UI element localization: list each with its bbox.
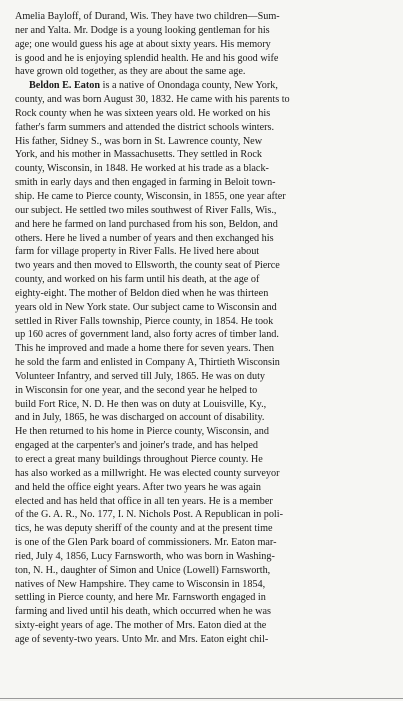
text-line: tics, he was deputy sheriff of the county and at the present time (15, 523, 273, 535)
text-line: years old in New York state. Our subject came to Wisconsin and (15, 301, 277, 313)
text-line: and in July, 1865, he was discharged on account of disability. (15, 412, 265, 424)
text-line: York, and his mother in Massachusetts. They settled in Rock (15, 149, 262, 161)
text-line: our subject. He settled two miles southwest of River Falls, Wis., (15, 204, 277, 216)
text-line: sixty-eight years of age. The mother of Mrs. Eaton died at the (15, 620, 267, 632)
text-line: engaged at the carpenter's and joiner's trade, and has helped (15, 440, 258, 452)
text-line: Rock county when he was sixteen years old. He worked on his (15, 107, 271, 119)
text-line: to erect a great many buildings throughout Pierce county. He (15, 454, 263, 465)
text-line: elected and has held that office in all ten years. He is a member (15, 495, 273, 507)
text-line: age of seventy-two years. Unto Mr. and Mrs. Eaton eight chil- (15, 633, 269, 645)
bottom-rule (0, 698, 403, 699)
text-line: ton, N. H., daughter of Simon and Unice (Lowell) Farnsworth, (15, 564, 271, 576)
text-line: have grown old together, as they are about the same age. (15, 66, 246, 78)
text-line: county, and was born August 30, 1832. He came with his parents to (15, 94, 290, 106)
text-line: two years and then moved to Ellsworth, the county seat of Pierce (15, 260, 280, 272)
text-line: build Fort Rice, N. D. He then was on duty at Louisville, Ky., (15, 398, 267, 410)
text-line: settled in River Falls township, Pierce county, in 1854. He took (15, 315, 274, 327)
text-line: This he improved and made a home there for seven years. Then (15, 343, 274, 355)
text-line: and here he farmed on land purchased from his son, Beldon, and (15, 218, 278, 230)
text-line: settling in Pierce county, and here Mr. Farnsworth engaged in (15, 592, 266, 604)
text-line: eighty-eight. The mother of Beldon died when he was thirteen (15, 287, 269, 299)
text-line: ried, July 4, 1856, Lucy Farnsworth, who was born in Washing- (15, 550, 275, 562)
text-line: of the G. A. R., No. 177, I. N. Nichols Post. A Republican in poli- (15, 509, 283, 521)
text-line: ner and Yalta. Mr. Dodge is a young looking gentleman for his (15, 24, 270, 36)
heading-text: is a native of Onondaga county, New York, (100, 80, 278, 92)
paragraph-heading-line (15, 79, 393, 93)
text-line: and held the office eight years. After two years he was again (15, 481, 261, 493)
text-line: Amelia Bayloff, of Durand, Wis. They have two children—Sum- (15, 11, 280, 22)
text-line: has also worked as a millwright. He was elected county surveyor (15, 467, 280, 479)
text-line: natives of New Hampshire. They came to Wisconsin in 1854, (15, 578, 266, 590)
text-line: father's farm summers and attended the district schools winters. (15, 121, 275, 133)
text-line: Volunteer Infantry, and served till July, 1865. He was on duty (15, 370, 266, 382)
text-line: he sold the farm and enlisted in Company A, Thirtieth Wisconsin (15, 357, 280, 369)
text-line: county, and worked on his farm until his death, at the age of (15, 274, 260, 286)
biography-text (15, 10, 393, 647)
text-line: is good and he is enjoying splendid health. He and his good wife (15, 52, 279, 64)
text-line: is one of the Glen Park board of commissioners. Mr. Eaton mar- (15, 537, 277, 549)
text-line: smith in early days and then engaged in farming in Beloit town- (15, 177, 276, 189)
text-line: county, Wisconsin, in 1848. He worked at his trade as a black- (15, 163, 269, 175)
text-line: ship. He came to Pierce county, Wisconsin, in 1855, one year after (15, 190, 286, 202)
text-line: His father, Sidney S., was born in St. Lawrence county, New (15, 135, 263, 147)
text-line: age; one would guess his age at about sixty years. His memory (15, 38, 271, 50)
text-line: up 160 acres of government land, also forty acres of timber land. (15, 329, 279, 341)
text-line: farm for village property in River Falls. He lived here about (15, 246, 260, 258)
text-line: others. Here he lived a number of years and then exchanged his (15, 232, 274, 244)
text-line: farming and lived until his death, which occurred when he was (15, 606, 272, 618)
text-line: He then returned to his home in Pierce county, Wisconsin, and (15, 426, 269, 438)
text-line: in Wisconsin for one year, and the second year he helped to (15, 384, 258, 396)
subject-name: Beldon E. Eaton (29, 80, 101, 92)
